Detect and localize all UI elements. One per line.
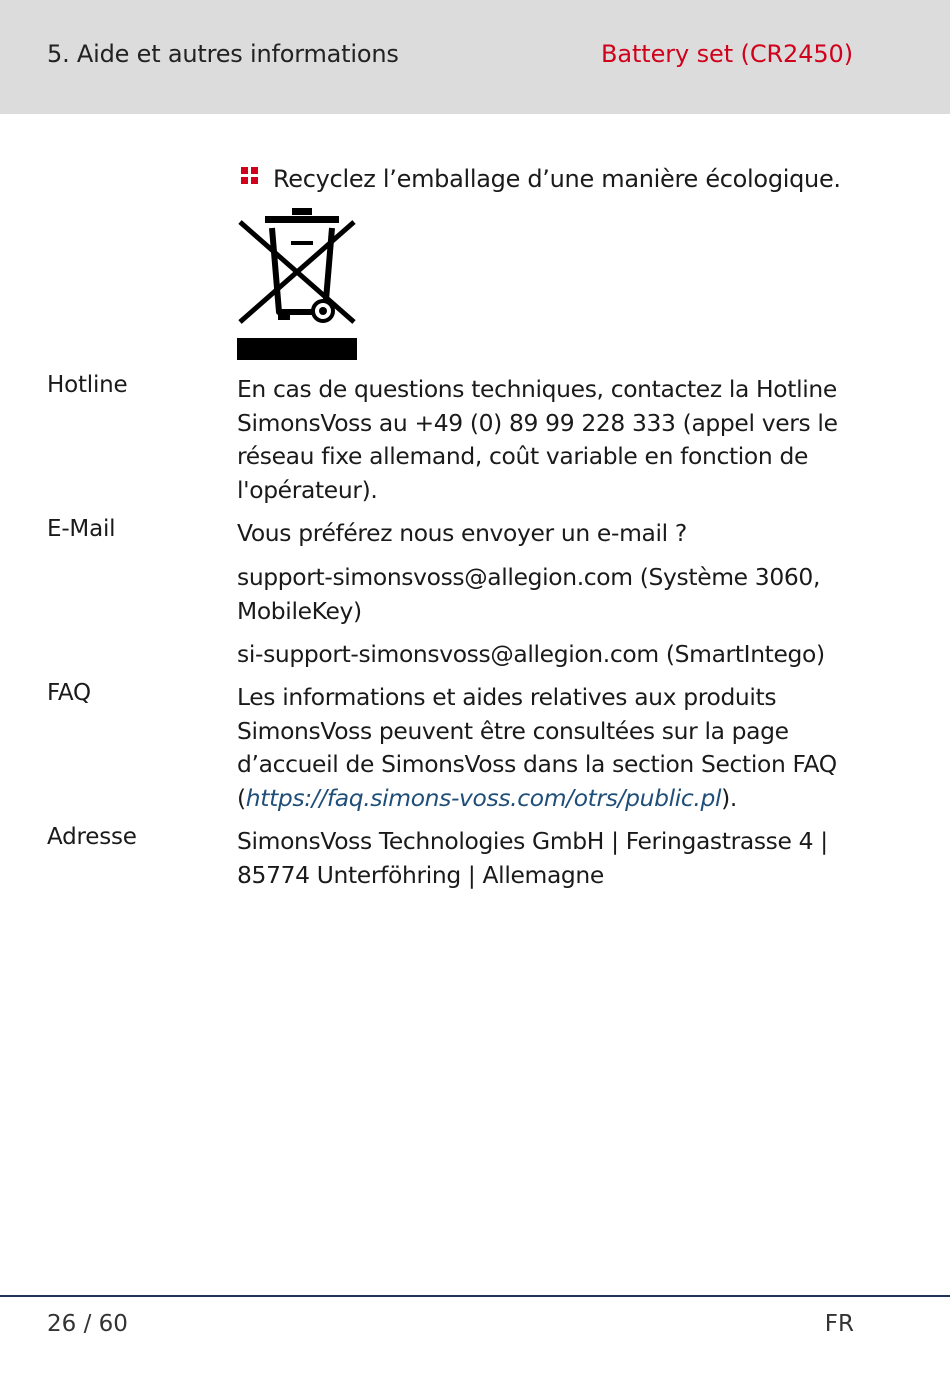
faq-text xyxy=(237,681,877,815)
crossed-out-wheelie-bin-icon xyxy=(236,206,358,362)
recycling-bullet xyxy=(241,165,841,193)
faq-label: FAQ xyxy=(47,680,91,706)
address-text: SimonsVoss Technologies GmbH | Feringastrasse 4 | 85774 Unterföhring | Allemagne xyxy=(237,827,828,889)
email-address-2: si-support-simonsvoss@allegion.com (SmartIntego) xyxy=(237,640,825,668)
faq-text-before: Les informations et aides relatives aux produits SimonsVoss peuvent être consultées sur la page d’accueil de SimonsVoss dans la section Section FAQ ( xyxy=(237,683,837,812)
faq-link[interactable]: https://faq.simons-voss.com/otrs/public.pl xyxy=(245,783,722,812)
faq-text-after: ). xyxy=(721,783,738,812)
hotline-text: En cas de questions techniques, contactez la Hotline SimonsVoss au +49 (0) 89 99 228 333 (appel vers le réseau fixe allemand, coût variable en fonction de l'opérateur). xyxy=(237,375,838,504)
section-title: 5. Aide et autres informations xyxy=(47,40,399,68)
bullet-squares-icon xyxy=(241,167,259,185)
footer-divider xyxy=(0,1295,950,1297)
language-code: FR xyxy=(824,1311,854,1337)
page-header xyxy=(0,0,950,114)
email-intro: Vous préférez nous envoyer un e-mail ? xyxy=(237,519,687,547)
recycling-text: Recyclez l’emballage d’une manière écologique. xyxy=(273,165,841,193)
email-label: E-Mail xyxy=(47,516,116,542)
email-address-1: support-simonsvoss@allegion.com (Système 3060, MobileKey) xyxy=(237,563,821,625)
hotline-label: Hotline xyxy=(47,372,128,398)
product-title: Battery set (CR2450) xyxy=(600,40,853,68)
page-number: 26 / 60 xyxy=(47,1311,128,1337)
address-label: Adresse xyxy=(47,824,137,850)
